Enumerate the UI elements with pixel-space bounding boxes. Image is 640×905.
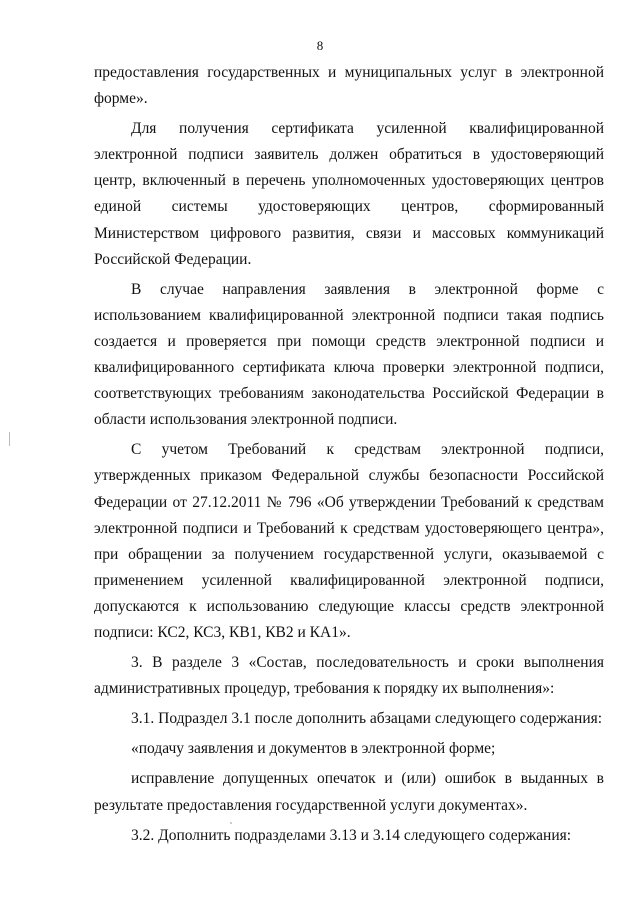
document-body: [94, 60, 604, 849]
paragraph-continuation: предоставления государственных и муниципальных услуг в электронной форме».: [94, 64, 604, 108]
paragraph-requirements: С учетом Требований к средствам электронной подписи, утвержденных приказом Федеральной службы безопасности Российской Федерации от 27.12.2011 № 796 «Об утверждении Требований к средствам электронной подписи и Требований к средствам удостоверяющего центра», при обращении за получением государственной услуги, оказываемой с применением усиленной квалифицированной электронной подписи, допускаются к использованию следующие классы средств электронной подписи: КС2, КС3, КВ1, КВ2 и КА1».: [94, 441, 604, 641]
paragraph-quote-start: «подачу заявления и документов в электронной форме;: [131, 740, 496, 758]
paragraph-subsection-3-1: 3.1. Подраздел 3.1 после дополнить абзацами следующего содержания:: [131, 710, 603, 728]
paragraph-certificate: Для получения сертификата усиленной квалифицированной электронной подписи заявитель должен обратиться в удостоверяющий центр, включенный в перечень уполномоченных удостоверяющих центров единой системы удостоверяющих центров, сформированный Министерством цифрового развития, связи и массовых коммуникаций Российской Федерации.: [94, 120, 604, 268]
scan-speck: [230, 822, 232, 824]
paragraph-section-3: 3. В разделе 3 «Состав, последовательность и сроки выполнения административных процедур, требования к порядку их выполнения»:: [94, 654, 604, 698]
margin-mark: [9, 432, 10, 446]
paragraph-quote-end: исправление допущенных опечаток и (или) ошибок в выданных в результате предоставления государственной услуги документах».: [94, 770, 604, 814]
page-number: 8: [316, 38, 324, 53]
paragraph-subsection-3-2: 3.2. Дополнить подразделами 3.13 и 3.14 следующего содержания:: [131, 826, 572, 844]
paragraph-signature-check: В случае направления заявления в электронной форме с использованием квалифицированной электронной подписи такая подпись создается и проверяется при помощи средств электронной подписи и квалифицированного сертификата ключа проверки электронной подписи, соответствующих требованиям законодательства Российской Федерации в области использования электронной подписи.: [94, 280, 604, 429]
